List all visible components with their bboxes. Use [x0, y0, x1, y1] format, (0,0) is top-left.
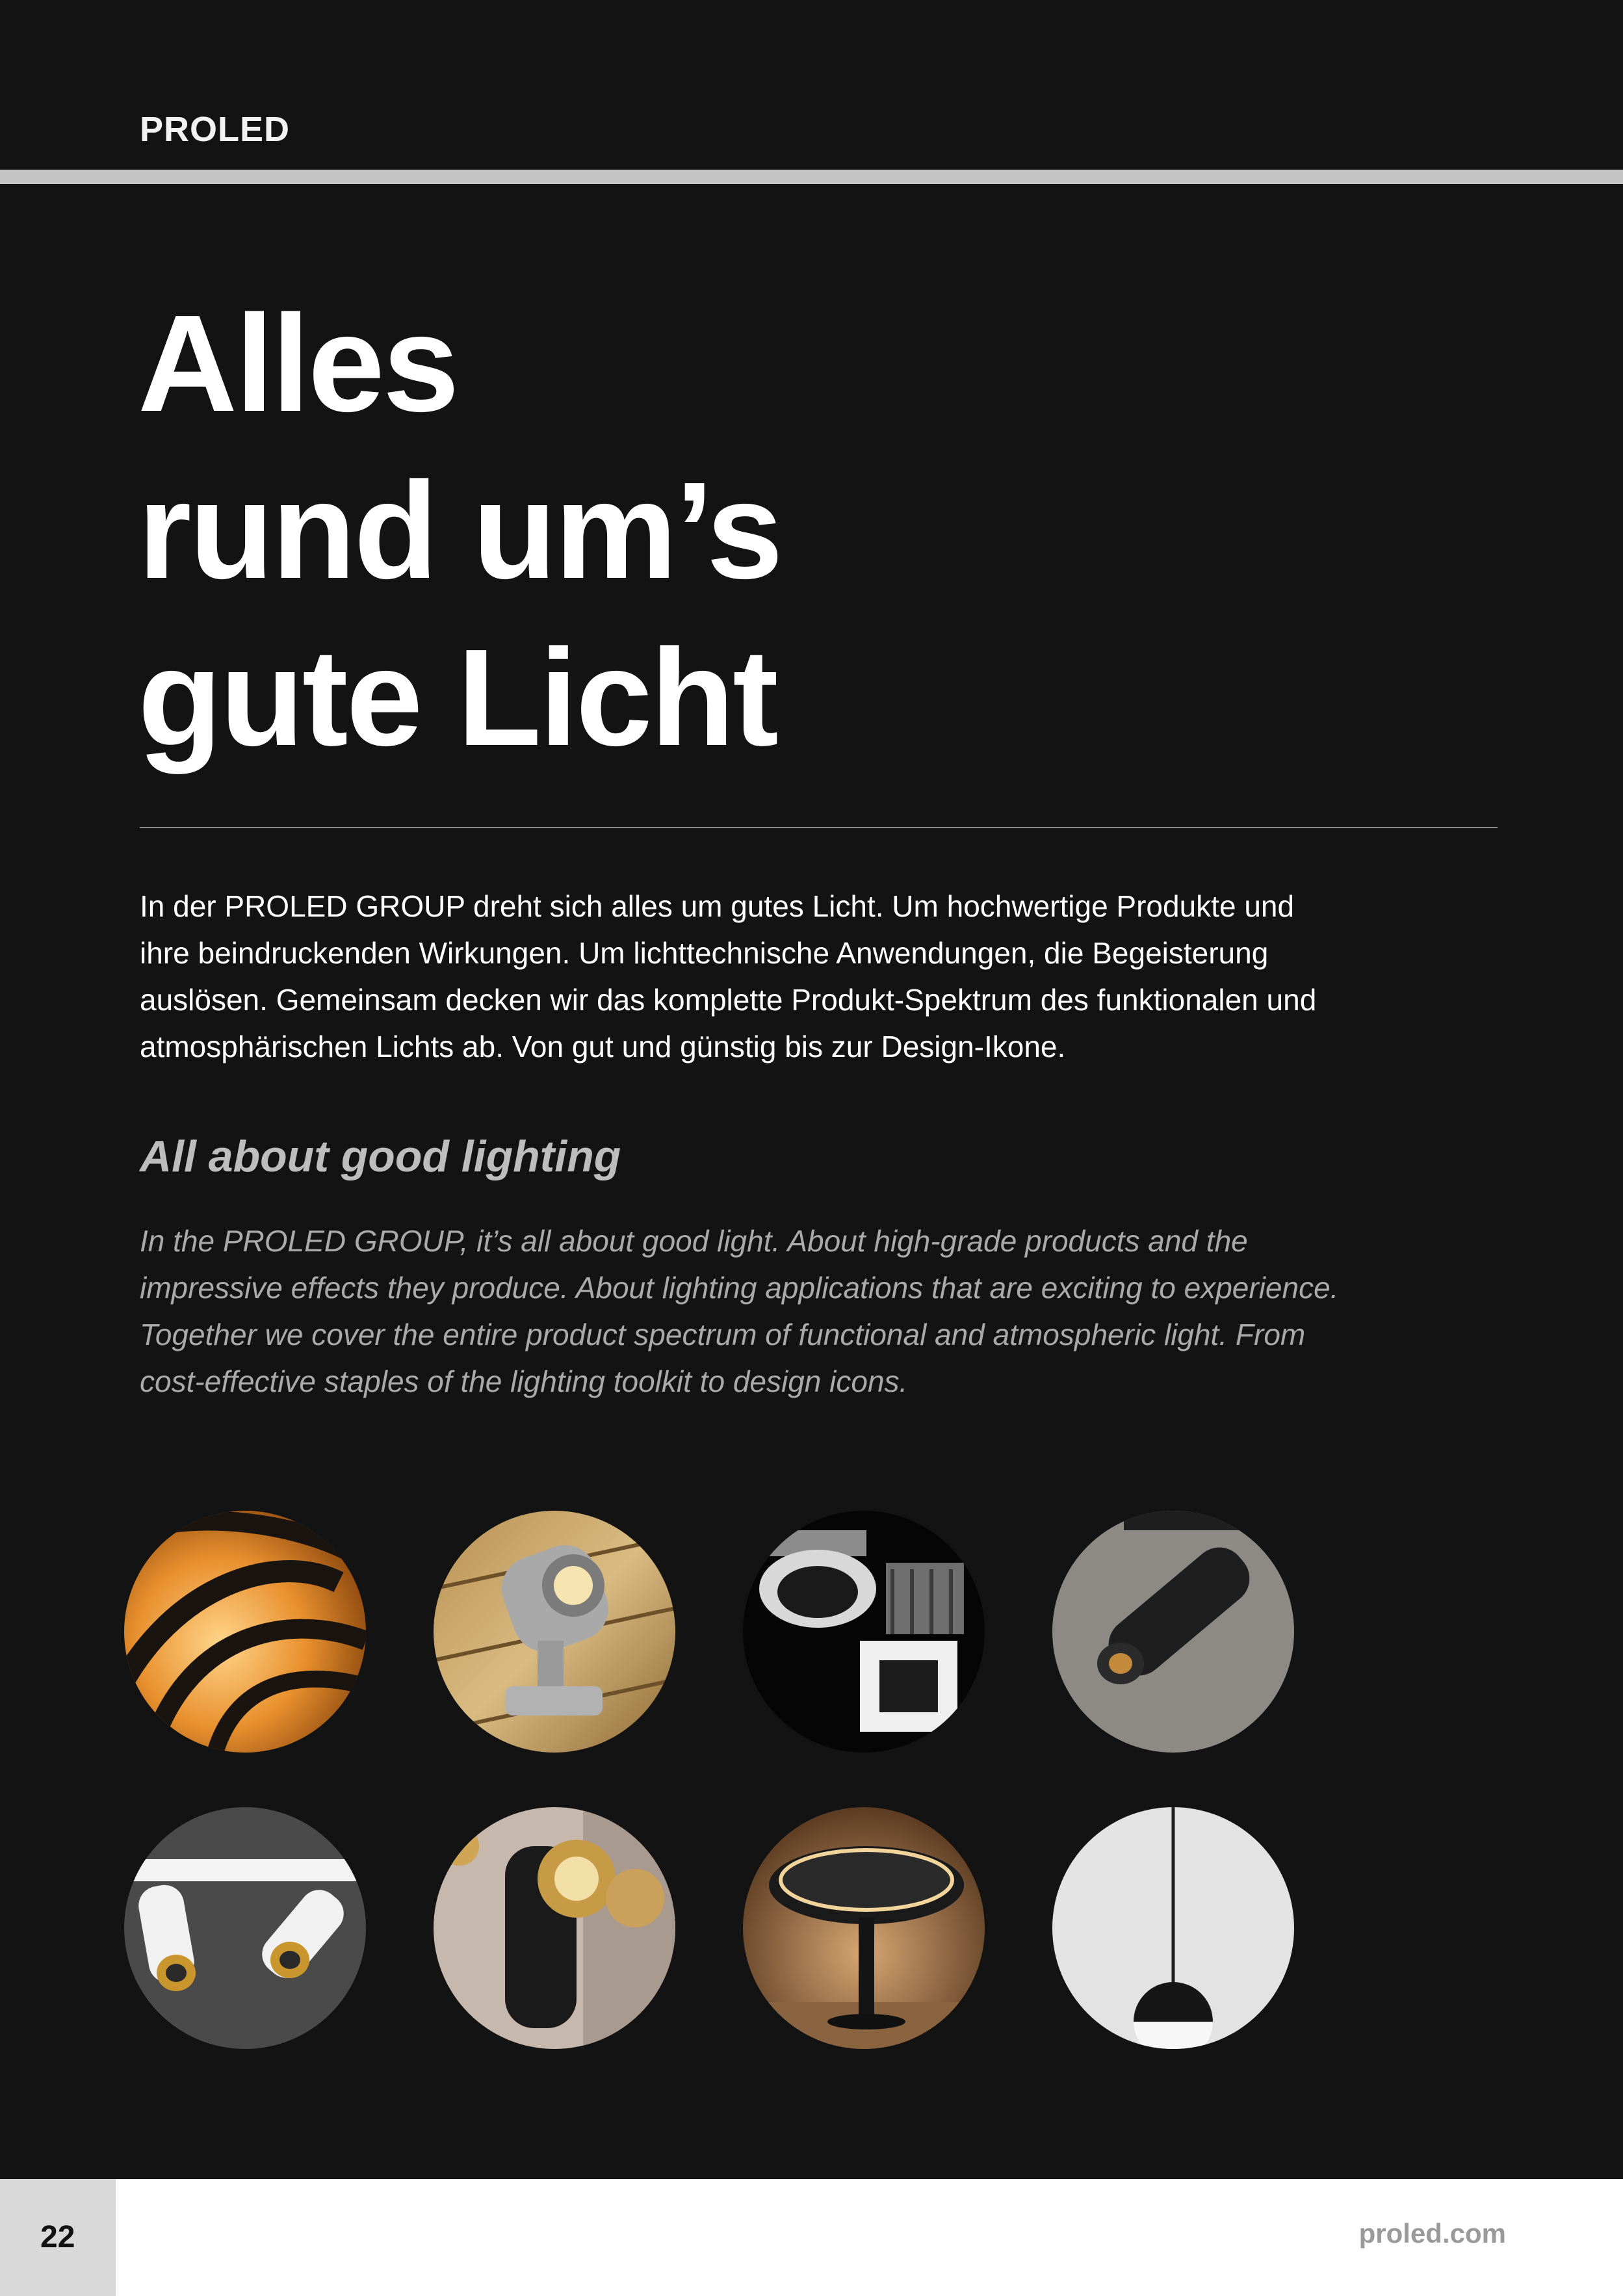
headline-line-2: rund um’s [138, 453, 781, 607]
product-image-ribbon-light [124, 1511, 366, 1753]
page-number: 22 [40, 2220, 75, 2254]
product-image-double-spots [124, 1807, 366, 2049]
intro-text-english: In the PROLED GROUP, it’s all about good light. About high-grade products and the impressive effects they produce. About lighting applications that are exciting to experience. Together we cover the entire product spectrum of functional and atmospheric light. From cost-effective staples of the lighting toolkit to design icons. [140, 1224, 1339, 1398]
product-image-track-spot [1052, 1511, 1294, 1753]
headline-line-1: Alles [138, 286, 458, 440]
product-image-pendant-light [1052, 1807, 1294, 2049]
page-number-box [0, 2179, 116, 2296]
brand-label: PROLED [140, 110, 291, 149]
product-image-table-lamp [743, 1807, 985, 2049]
intro-text-german: In der PROLED GROUP dreht sich alles um gutes Licht. Um hochwertige Produkte und ihre beindruckenden Wirkungen. Um lichttechnische Anwendungen, die Begeisterung auslösen. Gemeinsam decken wir das komplette Produkt-Spektrum des funktionalen und atmosphärischen Lichts ab. Von gut und günstig bis zur Design-Ikone. [140, 889, 1317, 1063]
page-footer [0, 2179, 1623, 2296]
product-image-garden-spot [434, 1511, 675, 1753]
product-image-recessed-downlights [743, 1511, 985, 1753]
page-headline [138, 280, 781, 781]
headline-line-3: gute Licht [138, 620, 777, 774]
subheading-english: All about good lighting [140, 1132, 621, 1181]
section-divider [140, 827, 1498, 828]
top-rule [0, 170, 1623, 184]
product-image-wall-spot [434, 1807, 675, 2049]
website-link[interactable]: proled.com [1358, 2218, 1506, 2249]
